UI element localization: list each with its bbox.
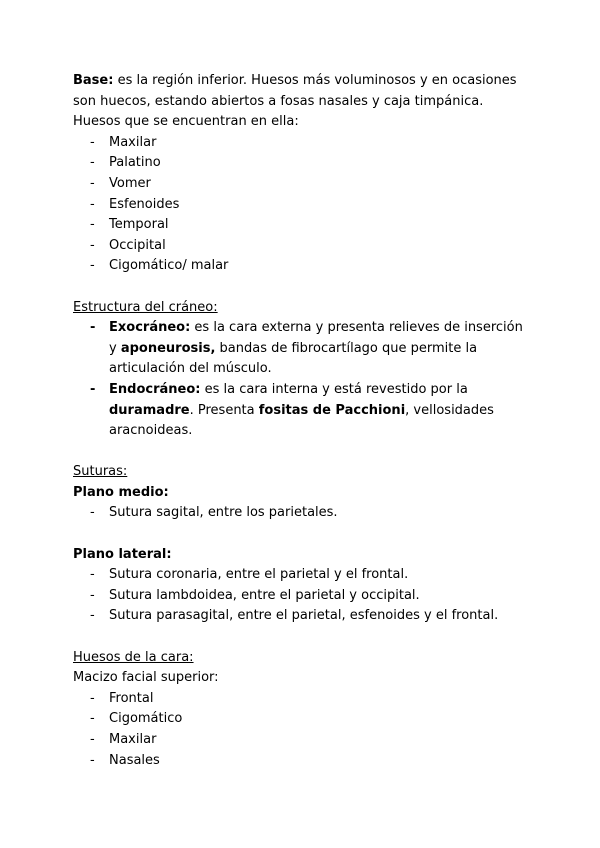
list-item: - Esfenoides xyxy=(90,196,180,212)
list-item: - Palatino xyxy=(90,155,161,171)
list-item: - Occipital xyxy=(90,237,166,253)
cara-bone-list xyxy=(73,689,533,771)
list-item: - Sutura lambdoidea, entre el parietal y occipital. xyxy=(90,587,420,603)
cara-heading: Huesos de la cara: xyxy=(73,649,194,665)
list-item: - Cigomático xyxy=(90,711,183,727)
plano-lateral-list xyxy=(73,565,533,627)
list-item-endocraneo: - Endocráneo: es la cara interna y está revestido por la duramadre. Presenta fositas de Pacchioni, vellosidades aracnoideas. xyxy=(90,381,494,439)
list-item: - Temporal xyxy=(90,217,169,233)
suturas-heading: Suturas: xyxy=(73,464,128,480)
list-item-exocraneo: - Exocráneo: es la cara externa y presenta relieves de inserción y aponeurosis, bandas de fibrocartílago que permite la articulación del músculo. xyxy=(90,320,523,377)
list-item: - Cigomático/ malar xyxy=(90,258,229,274)
base-label: Base: xyxy=(73,73,114,88)
plano-medio-list xyxy=(73,503,533,524)
list-item: - Vomer xyxy=(90,175,151,191)
spacer xyxy=(73,524,533,545)
base-paragraph xyxy=(73,71,533,112)
cara-intro: Macizo facial superior: xyxy=(73,670,219,686)
estructura-list xyxy=(73,318,533,442)
spacer xyxy=(73,442,533,463)
list-item: - Sutura sagital, entre los parietales. xyxy=(90,505,338,521)
plano-medio-heading: Plano medio: xyxy=(73,484,169,500)
spacer xyxy=(73,627,533,648)
list-item: - Nasales xyxy=(90,752,160,768)
spacer xyxy=(73,277,533,298)
base-bone-list xyxy=(73,133,533,277)
list-item: - Maxilar xyxy=(90,134,157,150)
base-description: es la región inferior. Huesos más voluminosos y en ocasiones son huecos, estando abiertos a fosas nasales y caja timpánica. xyxy=(73,73,517,109)
base-intro: Huesos que se encuentran en ella: xyxy=(73,114,299,130)
document-content xyxy=(73,71,533,771)
plano-lateral-heading: Plano lateral: xyxy=(73,546,172,562)
list-item: - Sutura coronaria, entre el parietal y el frontal. xyxy=(90,567,409,583)
list-item: - Frontal xyxy=(90,690,154,706)
list-item: - Maxilar xyxy=(90,732,157,747)
estructura-heading: Estructura del cráneo: xyxy=(73,299,218,315)
list-item: - Sutura parasagital, entre el parietal, esfenoides y el frontal. xyxy=(90,608,499,624)
